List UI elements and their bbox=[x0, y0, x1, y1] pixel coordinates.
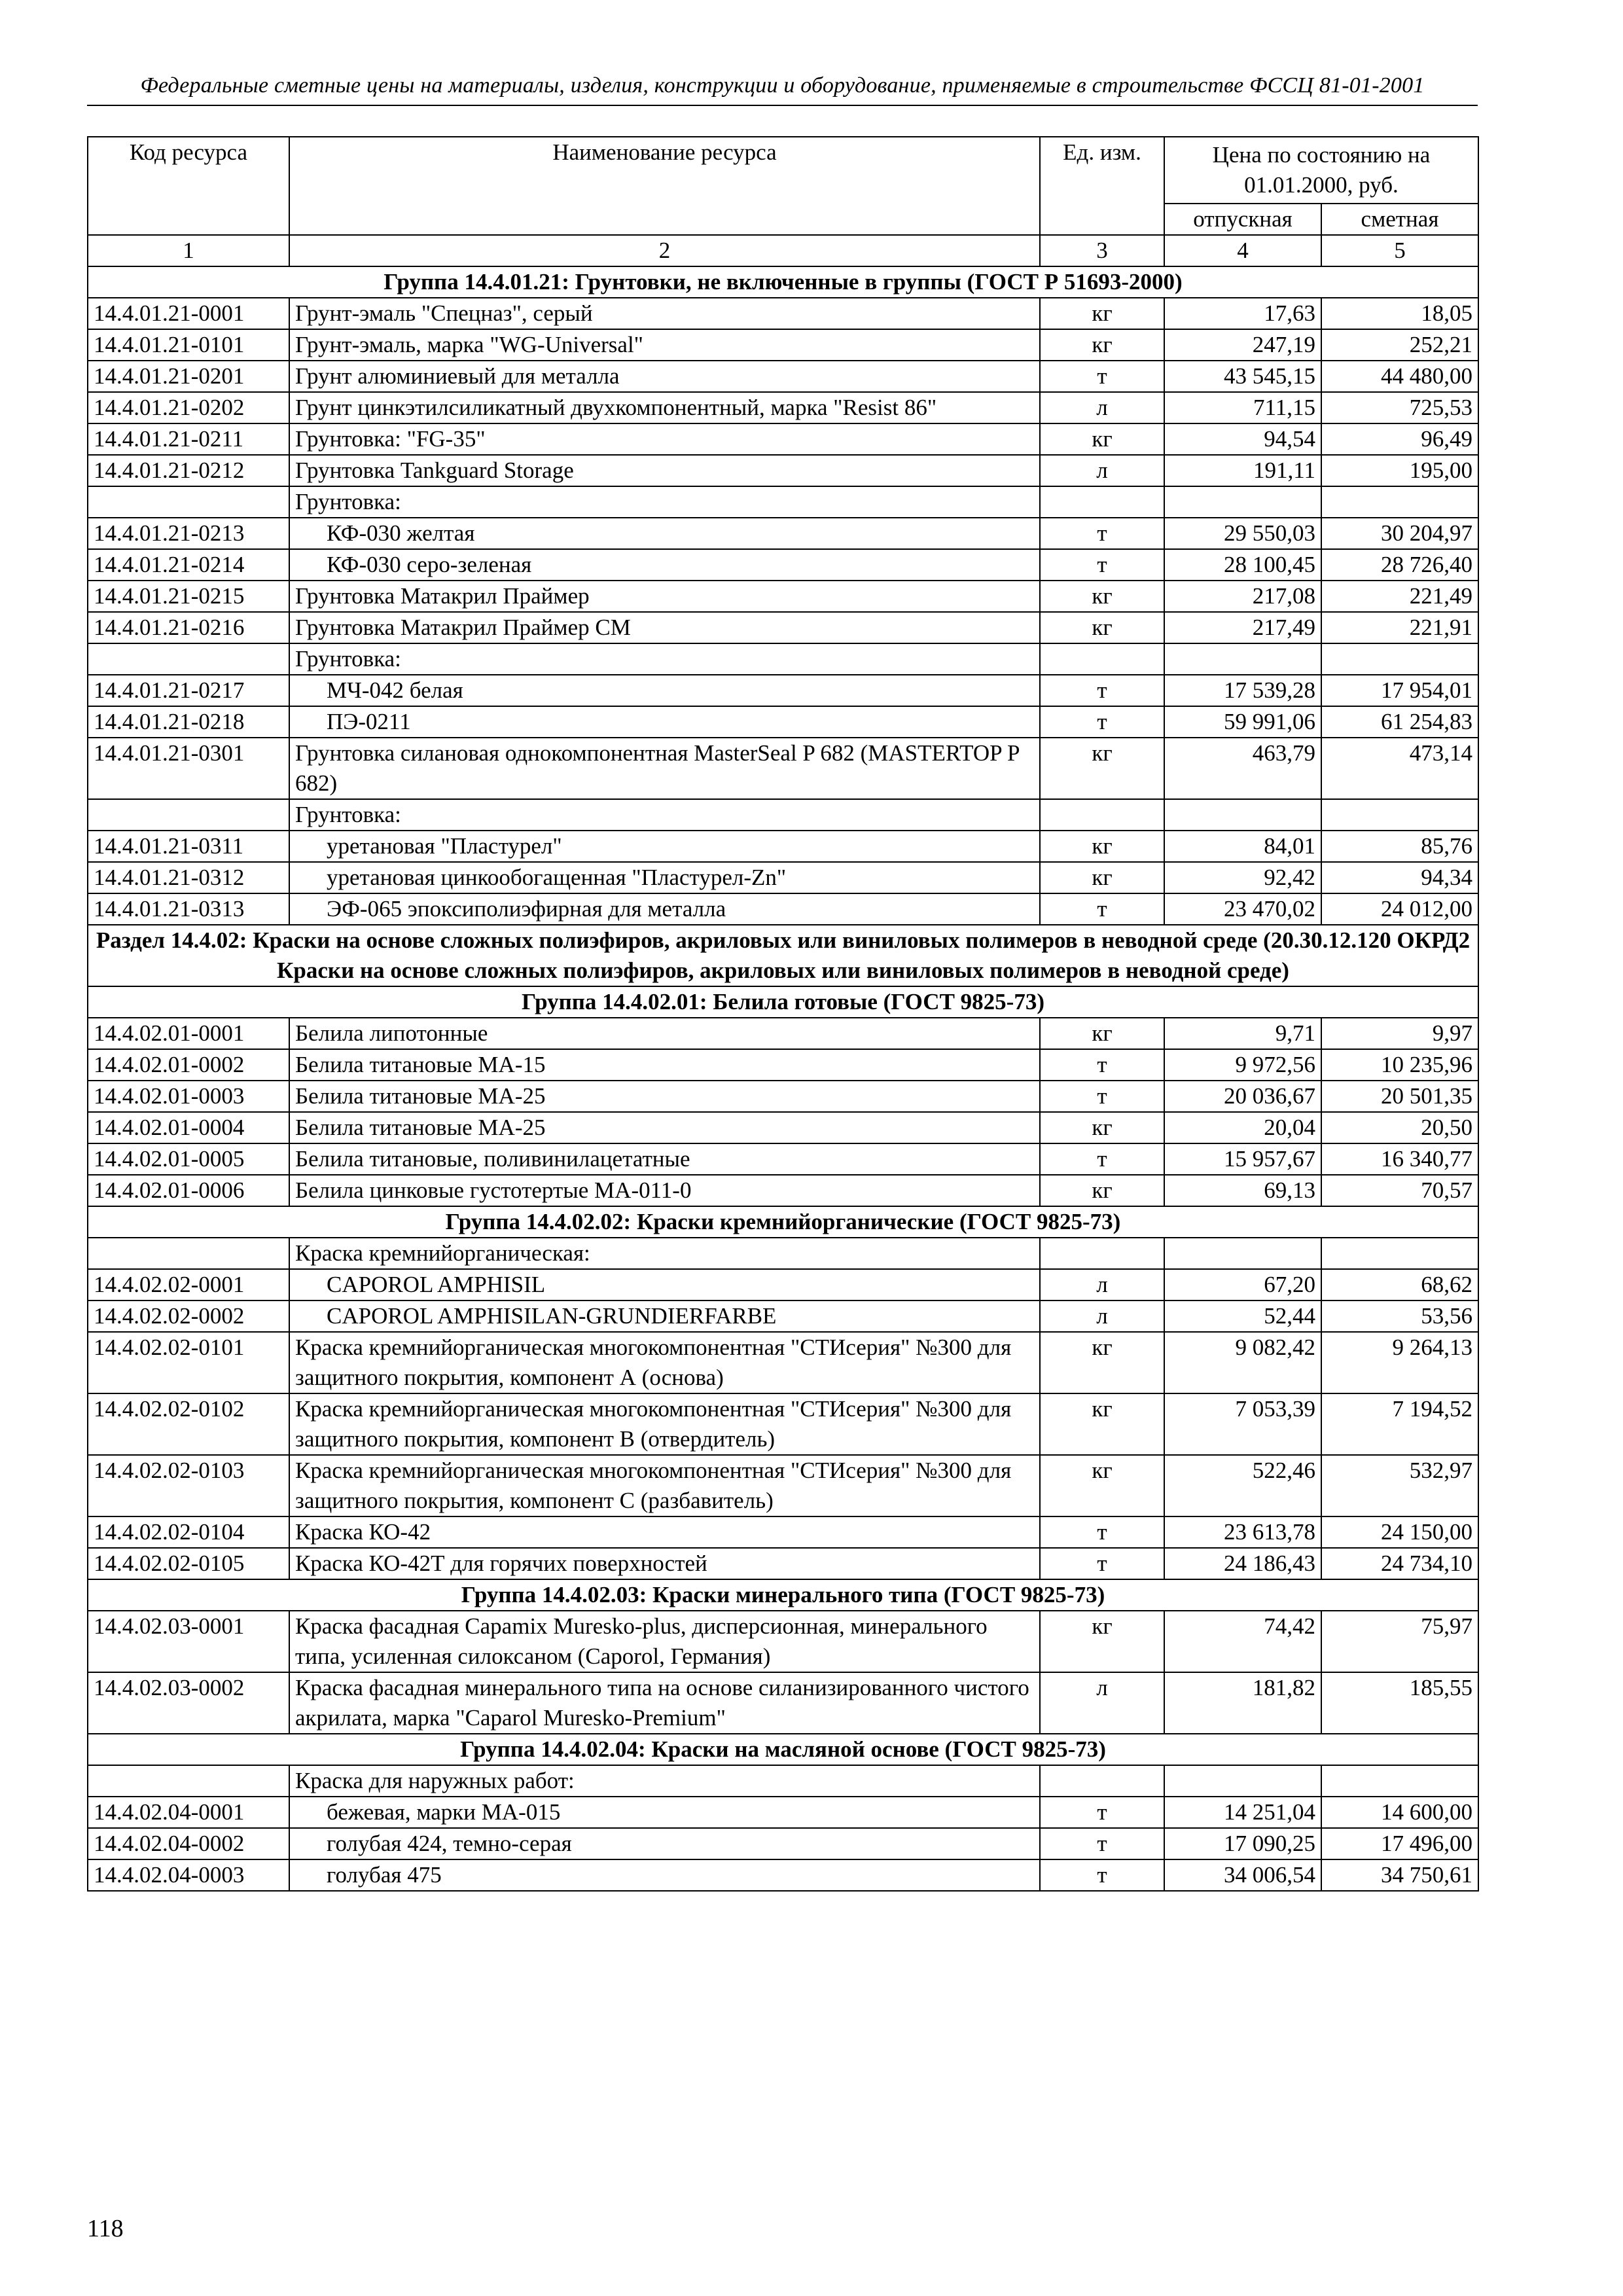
empty-cell bbox=[1321, 799, 1478, 831]
sale-price: 34 006,54 bbox=[1164, 1859, 1321, 1891]
estimate-price: 61 254,83 bbox=[1321, 706, 1478, 738]
unit: кг bbox=[1040, 1455, 1164, 1516]
estimate-price: 17 954,01 bbox=[1321, 675, 1478, 706]
sale-price: 74,42 bbox=[1164, 1611, 1321, 1672]
estimate-price: 24 150,00 bbox=[1321, 1516, 1478, 1548]
sale-price: 43 545,15 bbox=[1164, 361, 1321, 392]
sale-price: 59 991,06 bbox=[1164, 706, 1321, 738]
resource-name: ЭФ-065 эпоксиполиэфирная для металла bbox=[289, 893, 1040, 925]
estimate-price: 24 012,00 bbox=[1321, 893, 1478, 925]
sale-price: 24 186,43 bbox=[1164, 1548, 1321, 1579]
table-row bbox=[88, 549, 1478, 581]
unit: кг bbox=[1040, 1175, 1164, 1206]
group-title: Группа 14.4.02.04: Краски на масляной основе (ГОСТ 9825-73) bbox=[88, 1734, 1478, 1765]
estimate-price: 17 496,00 bbox=[1321, 1828, 1478, 1859]
table-row bbox=[88, 1393, 1478, 1455]
estimate-price: 68,62 bbox=[1321, 1269, 1478, 1300]
resource-code: 14.4.01.21-0216 bbox=[88, 612, 289, 643]
resource-code: 14.4.01.21-0301 bbox=[88, 738, 289, 799]
unit: кг bbox=[1040, 612, 1164, 643]
group-heading-row bbox=[88, 266, 1478, 298]
table-row bbox=[88, 1548, 1478, 1579]
sale-price: 711,15 bbox=[1164, 392, 1321, 423]
table-row bbox=[88, 1300, 1478, 1332]
table-row bbox=[88, 1611, 1478, 1672]
empty-cell bbox=[1321, 1238, 1478, 1269]
unit: кг bbox=[1040, 329, 1164, 361]
table-row bbox=[88, 329, 1478, 361]
sale-price: 17 539,28 bbox=[1164, 675, 1321, 706]
empty-cell bbox=[1040, 799, 1164, 831]
resource-code: 14.4.01.21-0312 bbox=[88, 862, 289, 893]
sale-price: 23 470,02 bbox=[1164, 893, 1321, 925]
resource-code: 14.4.01.21-0313 bbox=[88, 893, 289, 925]
resource-code: 14.4.02.01-0001 bbox=[88, 1018, 289, 1049]
group-heading-row bbox=[88, 1579, 1478, 1611]
table-header-row bbox=[88, 137, 1478, 204]
resource-name: КФ-030 желтая bbox=[289, 518, 1040, 549]
empty-cell bbox=[1164, 1765, 1321, 1797]
table-row bbox=[88, 706, 1478, 738]
estimate-price: 28 726,40 bbox=[1321, 549, 1478, 581]
estimate-price: 725,53 bbox=[1321, 392, 1478, 423]
resource-name: бежевая, марки МА-015 bbox=[289, 1797, 1040, 1828]
resource-code: 14.4.02.04-0001 bbox=[88, 1797, 289, 1828]
subheading-label: Грунтовка: bbox=[289, 486, 1040, 518]
estimate-price: 9 264,13 bbox=[1321, 1332, 1478, 1393]
empty-cell bbox=[1164, 486, 1321, 518]
resource-code: 14.4.02.02-0103 bbox=[88, 1455, 289, 1516]
estimate-price: 75,97 bbox=[1321, 1611, 1478, 1672]
estimate-price: 221,91 bbox=[1321, 612, 1478, 643]
price-table bbox=[87, 136, 1479, 1892]
unit: т bbox=[1040, 1548, 1164, 1579]
section-title: Раздел 14.4.02: Краски на основе сложных полиэфиров, акриловых или виниловых полимеров в неводной среде (20.30.12.120 ОКРД2 Краски на основе сложных полиэфиров, акриловых или виниловых полимеров в неводной среде) bbox=[88, 925, 1478, 986]
unit: т bbox=[1040, 1859, 1164, 1891]
estimate-price: 20 501,35 bbox=[1321, 1081, 1478, 1112]
col-number: 2 bbox=[289, 235, 1040, 266]
sale-price: 28 100,45 bbox=[1164, 549, 1321, 581]
empty-cell bbox=[1164, 799, 1321, 831]
table-row bbox=[88, 893, 1478, 925]
sale-price: 9 972,56 bbox=[1164, 1049, 1321, 1081]
estimate-price: 94,34 bbox=[1321, 862, 1478, 893]
unit: кг bbox=[1040, 1393, 1164, 1455]
sale-price: 92,42 bbox=[1164, 862, 1321, 893]
running-header: Федеральные сметные цены на материалы, изделия, конструкции и оборудование, применяемые в строительстве ФССЦ 81-01-2001 bbox=[140, 73, 1425, 98]
resource-code: 14.4.02.04-0003 bbox=[88, 1859, 289, 1891]
resource-name: Грунт цинкэтилсиликатный двухкомпонентный, марка "Resist 86" bbox=[289, 392, 1040, 423]
empty-cell bbox=[88, 1765, 289, 1797]
sale-price: 463,79 bbox=[1164, 738, 1321, 799]
sale-price: 15 957,67 bbox=[1164, 1143, 1321, 1175]
table-row bbox=[88, 831, 1478, 862]
unit: кг bbox=[1040, 862, 1164, 893]
empty-cell bbox=[1321, 643, 1478, 675]
sale-price: 14 251,04 bbox=[1164, 1797, 1321, 1828]
resource-code: 14.4.01.21-0213 bbox=[88, 518, 289, 549]
sale-price: 94,54 bbox=[1164, 423, 1321, 455]
section-heading-row bbox=[88, 925, 1478, 986]
table-row bbox=[88, 1797, 1478, 1828]
estimate-price: 195,00 bbox=[1321, 455, 1478, 486]
unit: л bbox=[1040, 392, 1164, 423]
resource-name: Грунтовка Матакрил Праймер bbox=[289, 581, 1040, 612]
unit: кг bbox=[1040, 1332, 1164, 1393]
sale-price: 69,13 bbox=[1164, 1175, 1321, 1206]
col-header-name: Наименование ресурса bbox=[289, 137, 1040, 235]
estimate-price: 185,55 bbox=[1321, 1672, 1478, 1734]
group-title: Группа 14.4.02.03: Краски минерального типа (ГОСТ 9825-73) bbox=[88, 1579, 1478, 1611]
resource-name: Краска КО-42Т для горячих поверхностей bbox=[289, 1548, 1040, 1579]
unit: т bbox=[1040, 1797, 1164, 1828]
resource-name: Грунт-эмаль, марка "WG-Universal" bbox=[289, 329, 1040, 361]
resource-name: Белила титановые МА-25 bbox=[289, 1112, 1040, 1143]
estimate-price: 221,49 bbox=[1321, 581, 1478, 612]
subheading-row bbox=[88, 643, 1478, 675]
resource-code: 14.4.01.21-0214 bbox=[88, 549, 289, 581]
resource-name: Краска фасадная Capamix Muresko-plus, дисперсионная, минерального типа, усиленная силоксаном (Caporol, Германия) bbox=[289, 1611, 1040, 1672]
empty-cell bbox=[1040, 643, 1164, 675]
empty-cell bbox=[1040, 1238, 1164, 1269]
col-number: 4 bbox=[1164, 235, 1321, 266]
empty-cell bbox=[88, 643, 289, 675]
subheading-label: Грунтовка: bbox=[289, 643, 1040, 675]
empty-cell bbox=[88, 486, 289, 518]
unit: л bbox=[1040, 1300, 1164, 1332]
sale-price: 247,19 bbox=[1164, 329, 1321, 361]
estimate-price: 44 480,00 bbox=[1321, 361, 1478, 392]
resource-code: 14.4.01.21-0001 bbox=[88, 298, 289, 329]
table-row bbox=[88, 862, 1478, 893]
subheading-label: Грунтовка: bbox=[289, 799, 1040, 831]
resource-name: Краска фасадная минерального типа на основе силанизированного чистого акрилата, марка "Caparol Muresko-Premium" bbox=[289, 1672, 1040, 1734]
resource-name: Грунтовка Матакрил Праймер СМ bbox=[289, 612, 1040, 643]
table-row bbox=[88, 1516, 1478, 1548]
resource-code: 14.4.02.01-0005 bbox=[88, 1143, 289, 1175]
resource-name: уретановая "Пластурел" bbox=[289, 831, 1040, 862]
group-title: Группа 14.4.02.01: Белила готовые (ГОСТ 9825-73) bbox=[88, 986, 1478, 1018]
resource-name: МЧ-042 белая bbox=[289, 675, 1040, 706]
estimate-price: 473,14 bbox=[1321, 738, 1478, 799]
col-header-unit: Ед. изм. bbox=[1040, 137, 1164, 235]
resource-name: Краска КО-42 bbox=[289, 1516, 1040, 1548]
resource-code: 14.4.02.01-0002 bbox=[88, 1049, 289, 1081]
sale-price: 217,49 bbox=[1164, 612, 1321, 643]
resource-code: 14.4.01.21-0201 bbox=[88, 361, 289, 392]
table-row bbox=[88, 1672, 1478, 1734]
sale-price: 9 082,42 bbox=[1164, 1332, 1321, 1393]
resource-code: 14.4.02.02-0102 bbox=[88, 1393, 289, 1455]
unit: кг bbox=[1040, 1611, 1164, 1672]
sale-price: 17 090,25 bbox=[1164, 1828, 1321, 1859]
sale-price: 7 053,39 bbox=[1164, 1393, 1321, 1455]
resource-name: голубая 475 bbox=[289, 1859, 1040, 1891]
unit: кг bbox=[1040, 423, 1164, 455]
resource-name: Белила титановые, поливинилацетатные bbox=[289, 1143, 1040, 1175]
table-row bbox=[88, 1143, 1478, 1175]
resource-code: 14.4.01.21-0217 bbox=[88, 675, 289, 706]
col-number: 3 bbox=[1040, 235, 1164, 266]
resource-name: CAPOROL AMPHISILAN-GRUNDIERFARBE bbox=[289, 1300, 1040, 1332]
resource-name: CAPOROL AMPHISIL bbox=[289, 1269, 1040, 1300]
resource-name: голубая 424, темно-серая bbox=[289, 1828, 1040, 1859]
resource-code: 14.4.01.21-0211 bbox=[88, 423, 289, 455]
table-row bbox=[88, 738, 1478, 799]
table-row bbox=[88, 1455, 1478, 1516]
unit: т bbox=[1040, 518, 1164, 549]
group-title: Группа 14.4.02.02: Краски кремнийорганические (ГОСТ 9825-73) bbox=[88, 1206, 1478, 1238]
sale-price: 522,46 bbox=[1164, 1455, 1321, 1516]
unit: т bbox=[1040, 549, 1164, 581]
estimate-price: 10 235,96 bbox=[1321, 1049, 1478, 1081]
resource-code: 14.4.02.02-0104 bbox=[88, 1516, 289, 1548]
resource-name: Белила титановые МА-25 bbox=[289, 1081, 1040, 1112]
resource-name: Краска кремнийорганическая многокомпонентная "СТИсерия" №300 для защитного покрытия, компонент С (разбавитель) bbox=[289, 1455, 1040, 1516]
empty-cell bbox=[88, 799, 289, 831]
unit: кг bbox=[1040, 1112, 1164, 1143]
table-row bbox=[88, 361, 1478, 392]
empty-cell bbox=[1040, 1765, 1164, 1797]
sale-price: 29 550,03 bbox=[1164, 518, 1321, 549]
table-row bbox=[88, 1112, 1478, 1143]
estimate-price: 532,97 bbox=[1321, 1455, 1478, 1516]
subheading-row bbox=[88, 1238, 1478, 1269]
resource-code: 14.4.01.21-0101 bbox=[88, 329, 289, 361]
resource-name: Грунтовка: "FG-35" bbox=[289, 423, 1040, 455]
subheading-row bbox=[88, 486, 1478, 518]
group-heading-row bbox=[88, 1734, 1478, 1765]
table-row bbox=[88, 581, 1478, 612]
page-number: 118 bbox=[87, 2215, 124, 2242]
resource-code: 14.4.01.21-0202 bbox=[88, 392, 289, 423]
unit: кг bbox=[1040, 738, 1164, 799]
table-row bbox=[88, 1859, 1478, 1891]
resource-code: 14.4.02.03-0002 bbox=[88, 1672, 289, 1734]
unit: т bbox=[1040, 1828, 1164, 1859]
resource-code: 14.4.02.04-0002 bbox=[88, 1828, 289, 1859]
estimate-price: 70,57 bbox=[1321, 1175, 1478, 1206]
resource-code: 14.4.01.21-0212 bbox=[88, 455, 289, 486]
resource-code: 14.4.02.02-0001 bbox=[88, 1269, 289, 1300]
unit: т bbox=[1040, 706, 1164, 738]
table-row bbox=[88, 455, 1478, 486]
unit: т bbox=[1040, 1143, 1164, 1175]
estimate-price: 30 204,97 bbox=[1321, 518, 1478, 549]
unit: т bbox=[1040, 1081, 1164, 1112]
estimate-price: 96,49 bbox=[1321, 423, 1478, 455]
table-row bbox=[88, 518, 1478, 549]
resource-name: Грунт-эмаль "Спецназ", серый bbox=[289, 298, 1040, 329]
sale-price: 84,01 bbox=[1164, 831, 1321, 862]
subheading-label: Краска кремнийорганическая: bbox=[289, 1238, 1040, 1269]
subheading-row bbox=[88, 1765, 1478, 1797]
group-heading-row bbox=[88, 1206, 1478, 1238]
subheading-row bbox=[88, 799, 1478, 831]
header-rule bbox=[87, 105, 1478, 106]
resource-name: Белила липотонные bbox=[289, 1018, 1040, 1049]
estimate-price: 18,05 bbox=[1321, 298, 1478, 329]
column-number-row bbox=[88, 235, 1478, 266]
col-number: 1 bbox=[88, 235, 289, 266]
unit: кг bbox=[1040, 831, 1164, 862]
resource-code: 14.4.02.02-0101 bbox=[88, 1332, 289, 1393]
unit: кг bbox=[1040, 1018, 1164, 1049]
table-row bbox=[88, 423, 1478, 455]
table-row bbox=[88, 1828, 1478, 1859]
resource-code: 14.4.02.02-0105 bbox=[88, 1548, 289, 1579]
estimate-price: 9,97 bbox=[1321, 1018, 1478, 1049]
resource-code: 14.4.01.21-0215 bbox=[88, 581, 289, 612]
resource-name: КФ-030 серо-зеленая bbox=[289, 549, 1040, 581]
resource-name: Краска кремнийорганическая многокомпонентная "СТИсерия" №300 для защитного покрытия, компонент А (основа) bbox=[289, 1332, 1040, 1393]
resource-code: 14.4.02.01-0003 bbox=[88, 1081, 289, 1112]
estimate-price: 7 194,52 bbox=[1321, 1393, 1478, 1455]
sale-price: 191,11 bbox=[1164, 455, 1321, 486]
table-row bbox=[88, 612, 1478, 643]
table-body bbox=[88, 266, 1478, 1891]
resource-name: ПЭ-0211 bbox=[289, 706, 1040, 738]
estimate-price: 85,76 bbox=[1321, 831, 1478, 862]
resource-code: 14.4.02.02-0002 bbox=[88, 1300, 289, 1332]
empty-cell bbox=[1164, 643, 1321, 675]
sale-price: 20 036,67 bbox=[1164, 1081, 1321, 1112]
empty-cell bbox=[1040, 486, 1164, 518]
unit: кг bbox=[1040, 581, 1164, 612]
col-number: 5 bbox=[1321, 235, 1478, 266]
empty-cell bbox=[88, 1238, 289, 1269]
resource-name: Краска кремнийорганическая многокомпонентная "СТИсерия" №300 для защитного покрытия, компонент В (отвердитель) bbox=[289, 1393, 1040, 1455]
resource-name: Грунтовка силановая однокомпонентная MasterSeal P 682 (MASTERTOP P 682) bbox=[289, 738, 1040, 799]
estimate-price: 53,56 bbox=[1321, 1300, 1478, 1332]
table-row bbox=[88, 298, 1478, 329]
unit: т bbox=[1040, 675, 1164, 706]
resource-code: 14.4.02.03-0001 bbox=[88, 1611, 289, 1672]
unit: т bbox=[1040, 1516, 1164, 1548]
sale-price: 67,20 bbox=[1164, 1269, 1321, 1300]
table-row bbox=[88, 1175, 1478, 1206]
resource-code: 14.4.02.01-0004 bbox=[88, 1112, 289, 1143]
estimate-price: 252,21 bbox=[1321, 329, 1478, 361]
resource-name: Белила цинковые густотертые МА-011-0 bbox=[289, 1175, 1040, 1206]
sale-price: 9,71 bbox=[1164, 1018, 1321, 1049]
estimate-price: 24 734,10 bbox=[1321, 1548, 1478, 1579]
sale-price: 52,44 bbox=[1164, 1300, 1321, 1332]
table-row bbox=[88, 392, 1478, 423]
estimate-price: 20,50 bbox=[1321, 1112, 1478, 1143]
table-row bbox=[88, 1332, 1478, 1393]
sale-price: 20,04 bbox=[1164, 1112, 1321, 1143]
resource-name: уретановая цинкообогащенная "Пластурел-Zn" bbox=[289, 862, 1040, 893]
resource-name: Грунт алюминиевый для металла bbox=[289, 361, 1040, 392]
col-header-estimate: сметная bbox=[1321, 204, 1478, 235]
empty-cell bbox=[1321, 486, 1478, 518]
subheading-label: Краска для наружных работ: bbox=[289, 1765, 1040, 1797]
unit: т bbox=[1040, 1049, 1164, 1081]
group-heading-row bbox=[88, 986, 1478, 1018]
sale-price: 217,08 bbox=[1164, 581, 1321, 612]
unit: л bbox=[1040, 1269, 1164, 1300]
unit: т bbox=[1040, 361, 1164, 392]
table-row bbox=[88, 675, 1478, 706]
table-row bbox=[88, 1018, 1478, 1049]
resource-code: 14.4.02.01-0006 bbox=[88, 1175, 289, 1206]
col-header-code: Код ресурса bbox=[88, 137, 289, 235]
unit: т bbox=[1040, 893, 1164, 925]
unit: кг bbox=[1040, 298, 1164, 329]
group-title: Группа 14.4.01.21: Грунтовки, не включенные в группы (ГОСТ Р 51693-2000) bbox=[88, 266, 1478, 298]
sale-price: 17,63 bbox=[1164, 298, 1321, 329]
unit: л bbox=[1040, 455, 1164, 486]
unit: л bbox=[1040, 1672, 1164, 1734]
table-row bbox=[88, 1269, 1478, 1300]
col-header-price: Цена по состоянию на 01.01.2000, руб. bbox=[1164, 137, 1478, 204]
sale-price: 23 613,78 bbox=[1164, 1516, 1321, 1548]
estimate-price: 16 340,77 bbox=[1321, 1143, 1478, 1175]
table-row bbox=[88, 1049, 1478, 1081]
resource-name: Белила титановые МА-15 bbox=[289, 1049, 1040, 1081]
estimate-price: 34 750,61 bbox=[1321, 1859, 1478, 1891]
resource-name: Грунтовка Tankguard Storage bbox=[289, 455, 1040, 486]
table-row bbox=[88, 1081, 1478, 1112]
col-header-sale: отпускная bbox=[1164, 204, 1321, 235]
empty-cell bbox=[1321, 1765, 1478, 1797]
estimate-price: 14 600,00 bbox=[1321, 1797, 1478, 1828]
sale-price: 181,82 bbox=[1164, 1672, 1321, 1734]
resource-code: 14.4.01.21-0218 bbox=[88, 706, 289, 738]
resource-code: 14.4.01.21-0311 bbox=[88, 831, 289, 862]
empty-cell bbox=[1164, 1238, 1321, 1269]
